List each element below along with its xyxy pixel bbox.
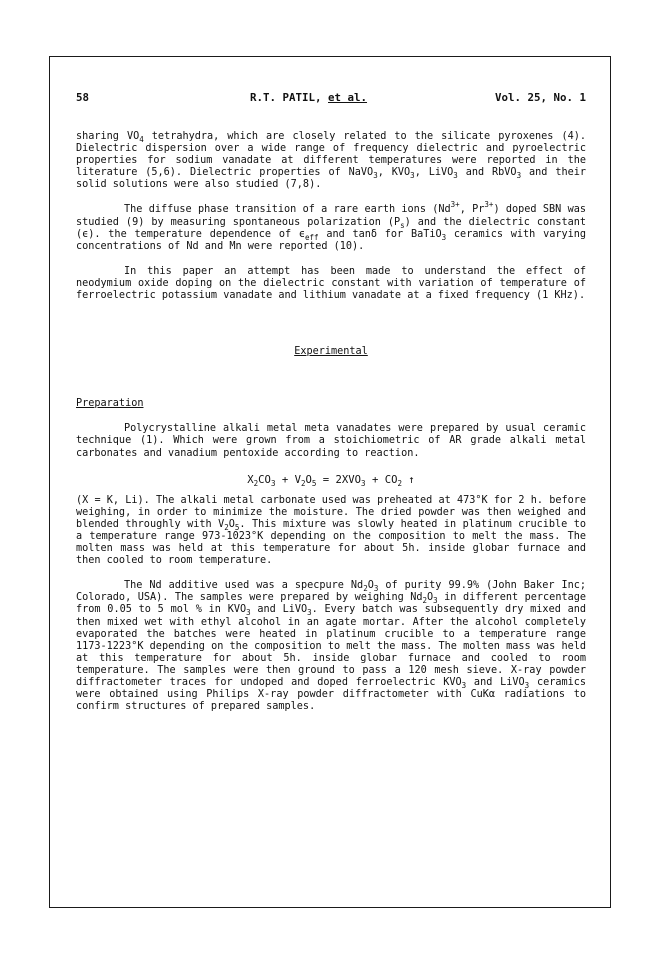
running-header [76, 92, 586, 106]
paragraph-3: In this paper an attempt has been made to understand the effect of neodymium oxide doping on the dielectric constant with variation of temperature of ferroelectric potassium vanadate and lithium vanadate at a fixed frequency (1 KHz). [76, 265, 586, 302]
running-title [250, 92, 367, 104]
paragraph-2: The diffuse phase transition of a rare earth ions ($Nd^{3+}$, $Pr^{3+}$) doped SBN was studied (9) by measuring spontaneous polarization $(P_s)$ and the dielectric constant (ϵ). the temperature dependence of $\epsilon_{eff}$ and tanδ for BaTiO$_3$ ceramics with varying concentrations of Nd and Mn were reported (10). [76, 200, 587, 252]
et-al: et al. [328, 91, 368, 104]
section-heading-experimental: Experimental [294, 346, 368, 358]
volume-issue: Vol. 25, No. 1 [494, 91, 586, 104]
paragraph-5: (X = K, Li). The alkali metal carbonate used was preheated at 473°K for 2 h. before weighing, in order to minimize the moisture. The dried powder was then weighed and blended throughly with $V_2O_5$. This mixture was slowly heated in platinum crucible to a temperature range 973-1023°K depending on the composition to melt the mass. The molten mass was held at this temperature for about 5h. inside globar furnace and then cooled to room temperature. [76, 494, 586, 567]
paragraph-4: Polycrystalline alkali metal meta vanadates were prepared by usual ceramic technique (1). Which were grown from a stoichiometric of AR grade alkali metal carbonates and vanadium pentoxide according to reaction. [76, 423, 586, 459]
page-content [76, 92, 586, 713]
subsection-heading-preparation: Preparation [76, 398, 144, 410]
page-number: 58 [76, 91, 90, 104]
author-names: R.T. PATIL, [250, 91, 329, 104]
paragraph-6: The Nd additive used was a specpure $Nd_2O_3$ of purity 99.9% (John Baker Inc; Colorado, USA). The samples were prepared by weighing $Nd_2O_3$ in different percentage from 0.05 to 5 mol % in $KVO_3$ and LiVO$_3$. Every batch was subsequently dry mixed and then mixed wet with ethyl alcohol in an agate mortar. After the alcohol completely evaporated the batches were heated in platinum crucible to a temperature range 1173-1223°K depending on the composition to melt the mass. The molten mass was held at this temperature for about 5h. inside globar furnace and cooled to room temperature. The samples were then ground to pass a 120 mesh sieve. X-ray powder diffractometer traces for undoped and doped ferroelectric $KVO_3$ and LiVO$_3$ ceramics were obtained using Philips X-ray powder diffractometer with CuKα radiations to confirm structures of prepared samples. [76, 580, 587, 713]
reaction-equation: $X_2CO_3 + V_2O_5 = 2XVO_3 + CO_2$ ↑ [247, 473, 415, 488]
paragraph-1: sharing $VO_4$ tetrahydra, which are closely related to the silicate pyroxenes (4). Dielectric dispersion over a wide range of frequency dielectric and pyroelectric properties for sodium vanadate at different temperatures were reported in the literature (5,6). Dielectric properties of NaVO$_3$, $KVO_3$, LiVO$_3$ and RbVO$_3$ and their solid solutions were also studied (7,8). [76, 131, 586, 191]
